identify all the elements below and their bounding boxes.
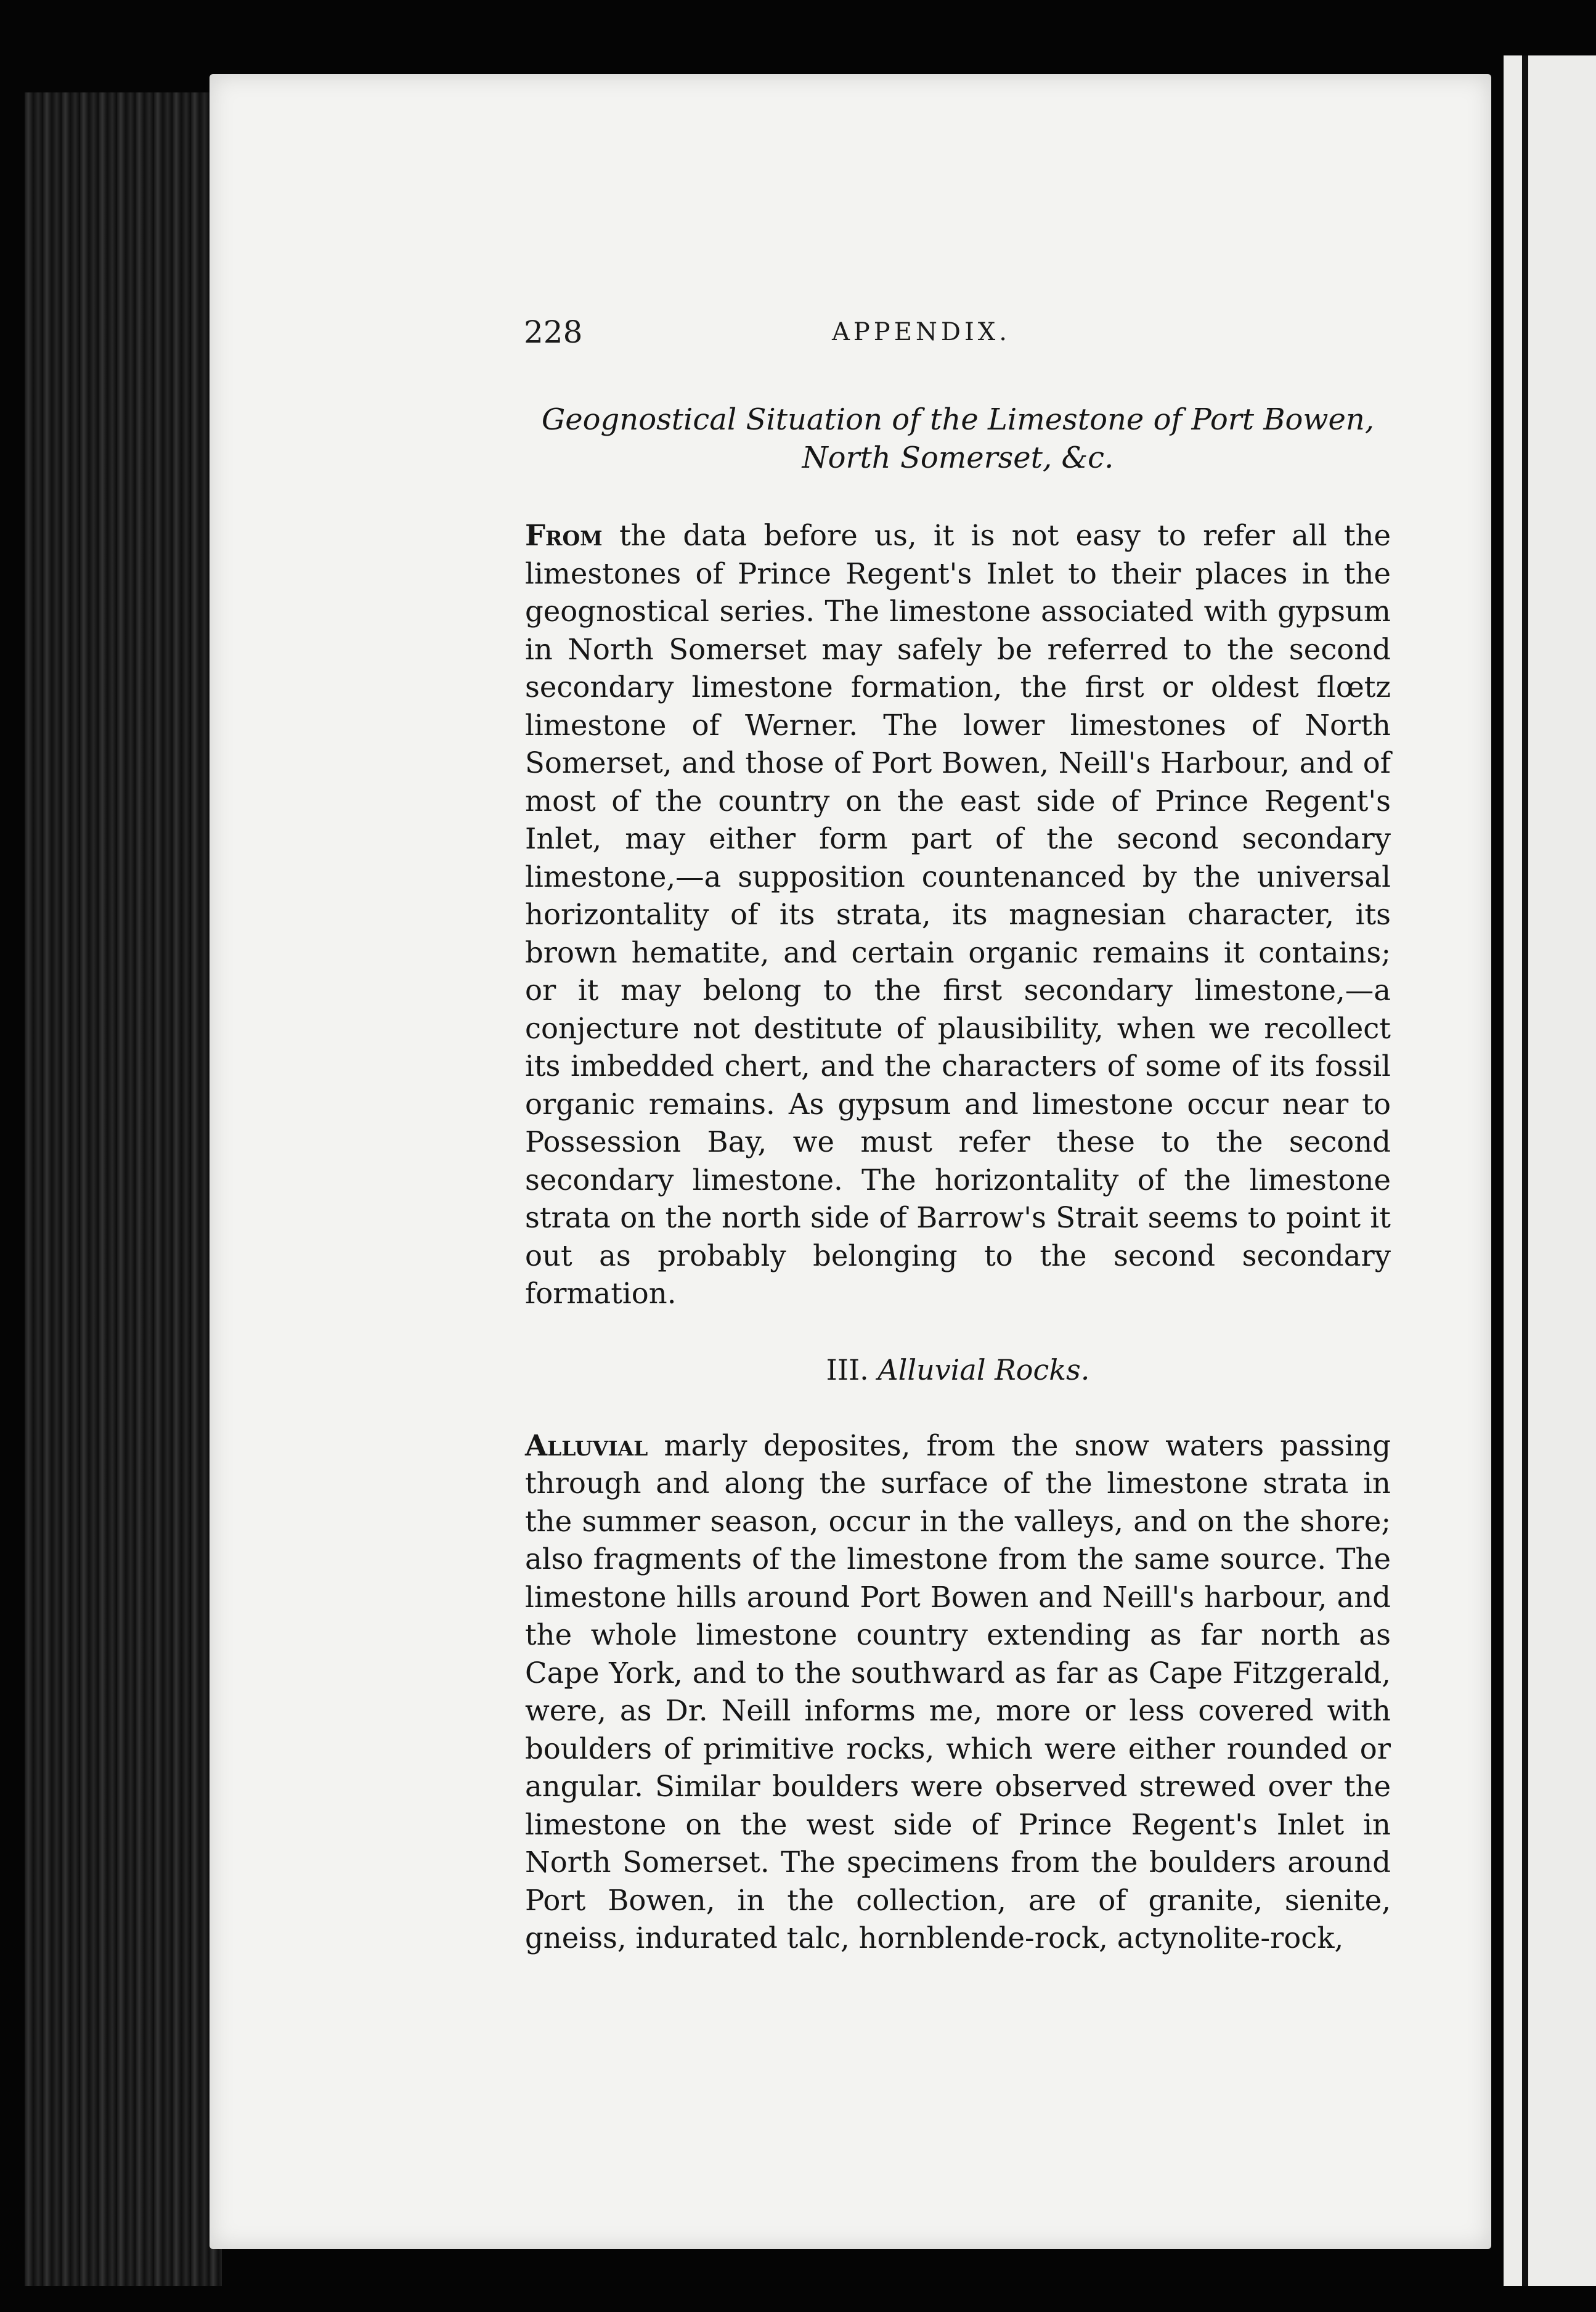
running-head bbox=[524, 314, 1386, 357]
text-block bbox=[525, 401, 1391, 1958]
subsection-label: Alluvial Rocks. bbox=[877, 1353, 1090, 1386]
section-title: Geognostical Situation of the Limestone of Port Bowen, North Somerset, &c. bbox=[541, 402, 1375, 475]
paragraph-body: marly deposites, from the snow waters passing through and along the surface of the limestone strata in the summer season, occur in the valleys, and on the shore; also fragments of the limestone from the same source. The limestone hills around Port Bowen and Neill's harbour, and the whole limestone country extending as far north as Cape York, and to the southward as far as Cape Fitzgerald, were, as Dr. Neill informs me, more or less covered with boulders of primitive rocks, which were either rounded or angular. Similar boulders were observed strewed over the limestone on the west side of Prince Regent's Inlet in North Somerset. The specimens from the boulders around Port Bowen, in the collection, are of granite, sienite, gneiss, indurated talc, hornblende-rock, actynolite-rock, bbox=[525, 1428, 1391, 1955]
paragraph-body: the data before us, it is not easy to refer all the limestones of Prince Regent's Inlet to their places in the geognostical series. The limestone associated with gypsum in North Somerset may safely be referred to the second secondary limestone formation, the first or oldest flœtz limestone of Werner. The lower limestones of North Somerset, and those of Port Bowen, Neill's Harbour, and of most of the country on the east side of Prince Regent's Inlet, may either form part of the second secondary limestone,—a supposition countenanced by the universal horizontality of its strata, its magnesian character, its brown hematite, and certain organic remains it contains; or it may belong to the first secondary limestone,—a conjecture not destitute of plausibility, when we recollect its imbedded chert, and the characters of some of its fossil organic remains. As gypsum and limestone occur near to Possession Bay, we must refer these to the second secondary limestone. The horizontality of the limestone strata on the north side of Barrow's Strait seems to point it out as probably belonging to the second secondary formation. bbox=[525, 519, 1391, 1310]
running-title: APPENDIX. bbox=[832, 318, 1011, 346]
paragraph-lead: Alluvial bbox=[525, 1428, 648, 1462]
section-paragraph bbox=[525, 516, 1391, 1313]
subsection-paragraph bbox=[525, 1427, 1391, 1958]
page-number: 228 bbox=[524, 314, 583, 350]
facing-page bbox=[1504, 55, 1596, 2286]
paragraph-lead: From bbox=[525, 518, 603, 552]
page-gutter bbox=[1522, 55, 1528, 2286]
wood-edge bbox=[25, 92, 222, 2286]
subsection-numeral: III. bbox=[826, 1353, 869, 1386]
subsection-title bbox=[525, 1351, 1391, 1388]
